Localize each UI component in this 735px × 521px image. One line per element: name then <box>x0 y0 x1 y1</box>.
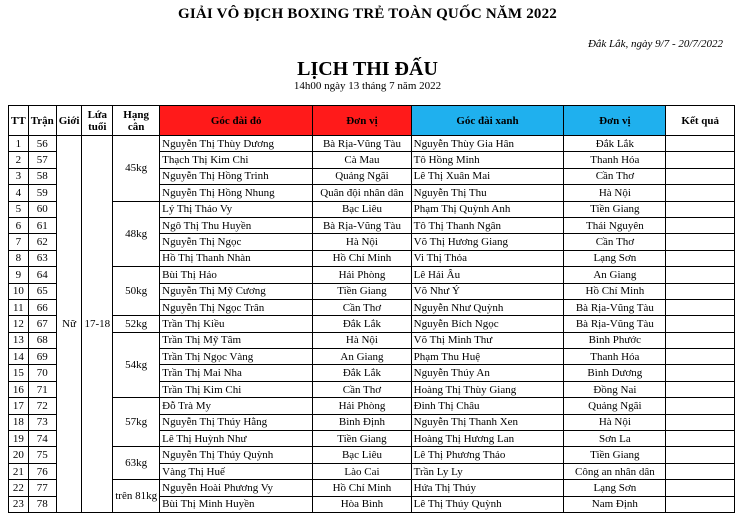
col-header-blue-corner: Góc đài xanh <box>411 106 564 136</box>
result-cell <box>666 349 735 365</box>
row-match-number: 71 <box>28 381 56 397</box>
red-corner-boxer: Nguyễn Thị Hồng Trinh <box>160 168 313 184</box>
row-tt: 4 <box>9 185 29 201</box>
blue-corner-boxer: Nguyễn Thúy An <box>411 365 564 381</box>
blue-corner-boxer: Lê Thị Phương Thảo <box>411 447 564 463</box>
row-match-number: 77 <box>28 480 56 496</box>
blue-corner-unit: Nam Định <box>564 496 666 512</box>
red-corner-unit: Tiền Giang <box>313 431 411 447</box>
row-match-number: 61 <box>28 217 56 233</box>
row-tt: 13 <box>9 332 29 348</box>
red-corner-unit: Đắk Lắk <box>313 365 411 381</box>
red-corner-boxer: Ngô Thị Thu Huyền <box>160 217 313 233</box>
blue-corner-unit: Bà Rịa-Vũng Tàu <box>564 316 666 332</box>
blue-corner-boxer: Phạm Thu Huệ <box>411 349 564 365</box>
weight-class-cell: 63kg <box>113 447 160 480</box>
col-header-tt: TT <box>9 106 29 136</box>
document-title: GIẢI VÔ ĐỊCH BOXING TRẺ TOÀN QUỐC NĂM 2022 <box>177 6 557 22</box>
red-corner-unit: Bạc Liêu <box>313 447 411 463</box>
red-corner-unit: Lào Cai <box>313 463 411 479</box>
table-row <box>9 398 735 414</box>
red-corner-unit: Bà Rịa-Vũng Tàu <box>313 217 411 233</box>
result-cell <box>666 152 735 168</box>
row-match-number: 73 <box>28 414 56 430</box>
result-cell <box>666 234 735 250</box>
blue-corner-unit: Đắk Lắk <box>564 136 666 152</box>
red-corner-unit: Cà Mau <box>313 152 411 168</box>
blue-corner-boxer: Lê Thị Xuân Mai <box>411 168 564 184</box>
red-corner-boxer: Lê Thị Huỳnh Như <box>160 431 313 447</box>
result-cell <box>666 136 735 152</box>
blue-corner-unit: Quảng Ngãi <box>564 398 666 414</box>
row-tt: 22 <box>9 480 29 496</box>
blue-corner-boxer: Võ Như Ý <box>411 283 564 299</box>
row-match-number: 68 <box>28 332 56 348</box>
result-cell <box>666 480 735 496</box>
row-tt: 21 <box>9 463 29 479</box>
red-corner-boxer: Nguyễn Thị Mỹ Cương <box>160 283 313 299</box>
row-tt: 9 <box>9 267 29 283</box>
result-cell <box>666 201 735 217</box>
red-corner-boxer: Trần Thị Mai Nha <box>160 365 313 381</box>
blue-corner-unit: Bình Dương <box>564 365 666 381</box>
row-tt: 17 <box>9 398 29 414</box>
row-match-number: 69 <box>28 349 56 365</box>
red-corner-boxer: Bùi Thị Minh Huyền <box>160 496 313 512</box>
red-corner-boxer: Nguyễn Thị Thúy Hằng <box>160 414 313 430</box>
result-cell <box>666 496 735 512</box>
row-tt: 10 <box>9 283 29 299</box>
col-header-tran: Trận <box>28 106 56 136</box>
blue-corner-unit: Tiền Giang <box>564 201 666 217</box>
row-tt: 14 <box>9 349 29 365</box>
red-corner-unit: Cần Thơ <box>313 381 411 397</box>
row-match-number: 64 <box>28 267 56 283</box>
row-match-number: 67 <box>28 316 56 332</box>
red-corner-unit: Quảng Ngãi <box>313 168 411 184</box>
blue-corner-boxer: Lê Thị Thúy Quỳnh <box>411 496 564 512</box>
red-corner-boxer: Trần Thị Kiều <box>160 316 313 332</box>
col-header-hang-can-line2: cân <box>127 120 145 133</box>
result-cell <box>666 398 735 414</box>
blue-corner-boxer: Lê Hải Âu <box>411 267 564 283</box>
red-corner-boxer: Nguyễn Thị Ngọc Trân <box>160 299 313 315</box>
weight-class-cell: 52kg <box>113 316 160 332</box>
blue-corner-unit: Thái Nguyên <box>564 217 666 233</box>
red-corner-boxer: Đỗ Trà My <box>160 398 313 414</box>
col-header-lua-tuoi <box>82 106 113 136</box>
col-header-blue-unit: Đơn vị <box>564 106 666 136</box>
row-tt: 2 <box>9 152 29 168</box>
row-match-number: 66 <box>28 299 56 315</box>
row-tt: 23 <box>9 496 29 512</box>
row-tt: 8 <box>9 250 29 266</box>
weight-class-cell: trên 81kg <box>113 480 160 513</box>
blue-corner-boxer: Hoàng Thị Thùy Giang <box>411 381 564 397</box>
col-header-hang-can-line1: Hạng <box>123 108 149 121</box>
col-header-hang-can <box>113 106 160 136</box>
red-corner-boxer: Trần Thị Kim Chi <box>160 381 313 397</box>
blue-corner-boxer: Nguyễn Thị Thu <box>411 185 564 201</box>
result-cell <box>666 463 735 479</box>
result-cell <box>666 267 735 283</box>
blue-corner-boxer: Hoàng Thị Hương Lan <box>411 431 564 447</box>
row-tt: 20 <box>9 447 29 463</box>
blue-corner-unit: Cần Thơ <box>564 234 666 250</box>
red-corner-unit: Hải Phòng <box>313 267 411 283</box>
red-corner-boxer: Thạch Thị Kim Chi <box>160 152 313 168</box>
blue-corner-unit: Công an nhân dân <box>564 463 666 479</box>
row-tt: 7 <box>9 234 29 250</box>
blue-corner-boxer: Nguyễn Thùy Gia Hân <box>411 136 564 152</box>
blue-corner-unit: Lạng Sơn <box>564 480 666 496</box>
blue-corner-boxer: Tô Hồng Minh <box>411 152 564 168</box>
red-corner-unit: Bạc Liêu <box>313 201 411 217</box>
row-match-number: 63 <box>28 250 56 266</box>
blue-corner-unit: Hà Nội <box>564 185 666 201</box>
blue-corner-boxer: Võ Thị Minh Thư <box>411 332 564 348</box>
place-date: Đắk Lắk, ngày 9/7 - 20/7/2022 <box>587 38 723 50</box>
blue-corner-unit: Thanh Hóa <box>564 152 666 168</box>
red-corner-unit: Tiền Giang <box>313 283 411 299</box>
table-row <box>9 136 735 152</box>
col-header-lua-tuoi-line2: tuổi <box>88 120 107 133</box>
blue-corner-boxer: Trần Ly Ly <box>411 463 564 479</box>
row-match-number: 75 <box>28 447 56 463</box>
red-corner-boxer: Lý Thị Thảo Vy <box>160 201 313 217</box>
blue-corner-boxer: Nguyễn Bích Ngọc <box>411 316 564 332</box>
red-corner-unit: Cần Thơ <box>313 299 411 315</box>
col-header-lua-tuoi-line1: Lứa <box>87 108 108 121</box>
red-corner-boxer: Bùi Thị Hảo <box>160 267 313 283</box>
table-row <box>9 480 735 496</box>
blue-corner-unit: Thanh Hóa <box>564 349 666 365</box>
age-group-cell: 17-18 <box>82 136 113 513</box>
red-corner-boxer: Trần Thị Mỹ Tâm <box>160 332 313 348</box>
blue-corner-unit: Cần Thơ <box>564 168 666 184</box>
schedule-table <box>8 105 735 513</box>
result-cell <box>666 283 735 299</box>
blue-corner-unit: Tiền Giang <box>564 447 666 463</box>
row-match-number: 60 <box>28 201 56 217</box>
row-tt: 6 <box>9 217 29 233</box>
row-tt: 5 <box>9 201 29 217</box>
blue-corner-boxer: Đinh Thị Châu <box>411 398 564 414</box>
result-cell <box>666 365 735 381</box>
col-header-gioi: Giới <box>56 106 82 136</box>
red-corner-unit: Quân đội nhân dân <box>313 185 411 201</box>
result-cell <box>666 447 735 463</box>
blue-corner-unit: Đồng Nai <box>564 381 666 397</box>
blue-corner-unit: Sơn La <box>564 431 666 447</box>
row-tt: 12 <box>9 316 29 332</box>
result-cell <box>666 431 735 447</box>
weight-class-cell: 57kg <box>113 398 160 447</box>
result-cell <box>666 381 735 397</box>
weight-class-cell: 50kg <box>113 267 160 316</box>
red-corner-unit: Đắk Lắk <box>313 316 411 332</box>
red-corner-boxer: Nguyễn Thị Thùy Dương <box>160 136 313 152</box>
row-match-number: 57 <box>28 152 56 168</box>
row-tt: 1 <box>9 136 29 152</box>
table-row <box>9 332 735 348</box>
weight-class-cell: 54kg <box>113 332 160 398</box>
blue-corner-unit: Hà Nội <box>564 414 666 430</box>
col-header-result: Kết quả <box>666 106 735 136</box>
red-corner-unit: An Giang <box>313 349 411 365</box>
gender-cell: Nữ <box>56 136 82 513</box>
table-row <box>9 267 735 283</box>
row-match-number: 70 <box>28 365 56 381</box>
row-match-number: 56 <box>28 136 56 152</box>
result-cell <box>666 168 735 184</box>
row-tt: 19 <box>9 431 29 447</box>
red-corner-boxer: Trần Thị Ngọc Vàng <box>160 349 313 365</box>
row-tt: 15 <box>9 365 29 381</box>
row-match-number: 72 <box>28 398 56 414</box>
red-corner-unit: Bình Định <box>313 414 411 430</box>
red-corner-unit: Hà Nội <box>313 332 411 348</box>
red-corner-boxer: Nguyễn Hoài Phương Vy <box>160 480 313 496</box>
blue-corner-boxer: Tô Thị Thanh Ngân <box>411 217 564 233</box>
schedule-time: 14h00 ngày 13 tháng 7 năm 2022 <box>293 80 442 92</box>
blue-corner-boxer: Võ Thị Hương Giang <box>411 234 564 250</box>
weight-class-cell: 48kg <box>113 201 160 267</box>
row-match-number: 78 <box>28 496 56 512</box>
result-cell <box>666 299 735 315</box>
result-cell <box>666 250 735 266</box>
table-row <box>9 316 735 332</box>
red-corner-unit: Hồ Chí Minh <box>313 480 411 496</box>
blue-corner-boxer: Vi Thị Thỏa <box>411 250 564 266</box>
blue-corner-boxer: Nguyễn Thị Thanh Xen <box>411 414 564 430</box>
row-tt: 11 <box>9 299 29 315</box>
red-corner-unit: Hồ Chí Minh <box>313 250 411 266</box>
result-cell <box>666 185 735 201</box>
row-match-number: 74 <box>28 431 56 447</box>
schedule-heading: LỊCH THI ĐẤU <box>297 58 438 80</box>
result-cell <box>666 217 735 233</box>
blue-corner-unit: An Giang <box>564 267 666 283</box>
blue-corner-unit: Bà Rịa-Vũng Tàu <box>564 299 666 315</box>
row-match-number: 62 <box>28 234 56 250</box>
blue-corner-unit: Lạng Sơn <box>564 250 666 266</box>
blue-corner-unit: Bình Phước <box>564 332 666 348</box>
col-header-red-unit: Đơn vị <box>313 106 411 136</box>
table-row <box>9 201 735 217</box>
result-cell <box>666 414 735 430</box>
table-row <box>9 447 735 463</box>
row-tt: 16 <box>9 381 29 397</box>
red-corner-boxer: Vàng Thị Huế <box>160 463 313 479</box>
row-tt: 18 <box>9 414 29 430</box>
row-match-number: 76 <box>28 463 56 479</box>
row-match-number: 65 <box>28 283 56 299</box>
red-corner-boxer: Hồ Thị Thanh Nhàn <box>160 250 313 266</box>
red-corner-boxer: Nguyễn Thị Hồng Nhung <box>160 185 313 201</box>
table-header-row <box>9 106 735 136</box>
table-body <box>9 136 735 513</box>
red-corner-unit: Hà Nội <box>313 234 411 250</box>
red-corner-unit: Bà Rịa-Vũng Tàu <box>313 136 411 152</box>
blue-corner-boxer: Hứa Thị Thúy <box>411 480 564 496</box>
col-header-red-corner: Góc đài đỏ <box>160 106 313 136</box>
row-match-number: 59 <box>28 185 56 201</box>
blue-corner-boxer: Nguyễn Như Quỳnh <box>411 299 564 315</box>
result-cell <box>666 316 735 332</box>
red-corner-boxer: Nguyễn Thị Ngọc <box>160 234 313 250</box>
red-corner-unit: Hải Phòng <box>313 398 411 414</box>
blue-corner-unit: Hồ Chí Minh <box>564 283 666 299</box>
red-corner-unit: Hòa Bình <box>313 496 411 512</box>
row-tt: 3 <box>9 168 29 184</box>
result-cell <box>666 332 735 348</box>
weight-class-cell: 45kg <box>113 136 160 202</box>
row-match-number: 58 <box>28 168 56 184</box>
red-corner-boxer: Nguyễn Thị Thúy Quỳnh <box>160 447 313 463</box>
blue-corner-boxer: Phạm Thị Quỳnh Anh <box>411 201 564 217</box>
